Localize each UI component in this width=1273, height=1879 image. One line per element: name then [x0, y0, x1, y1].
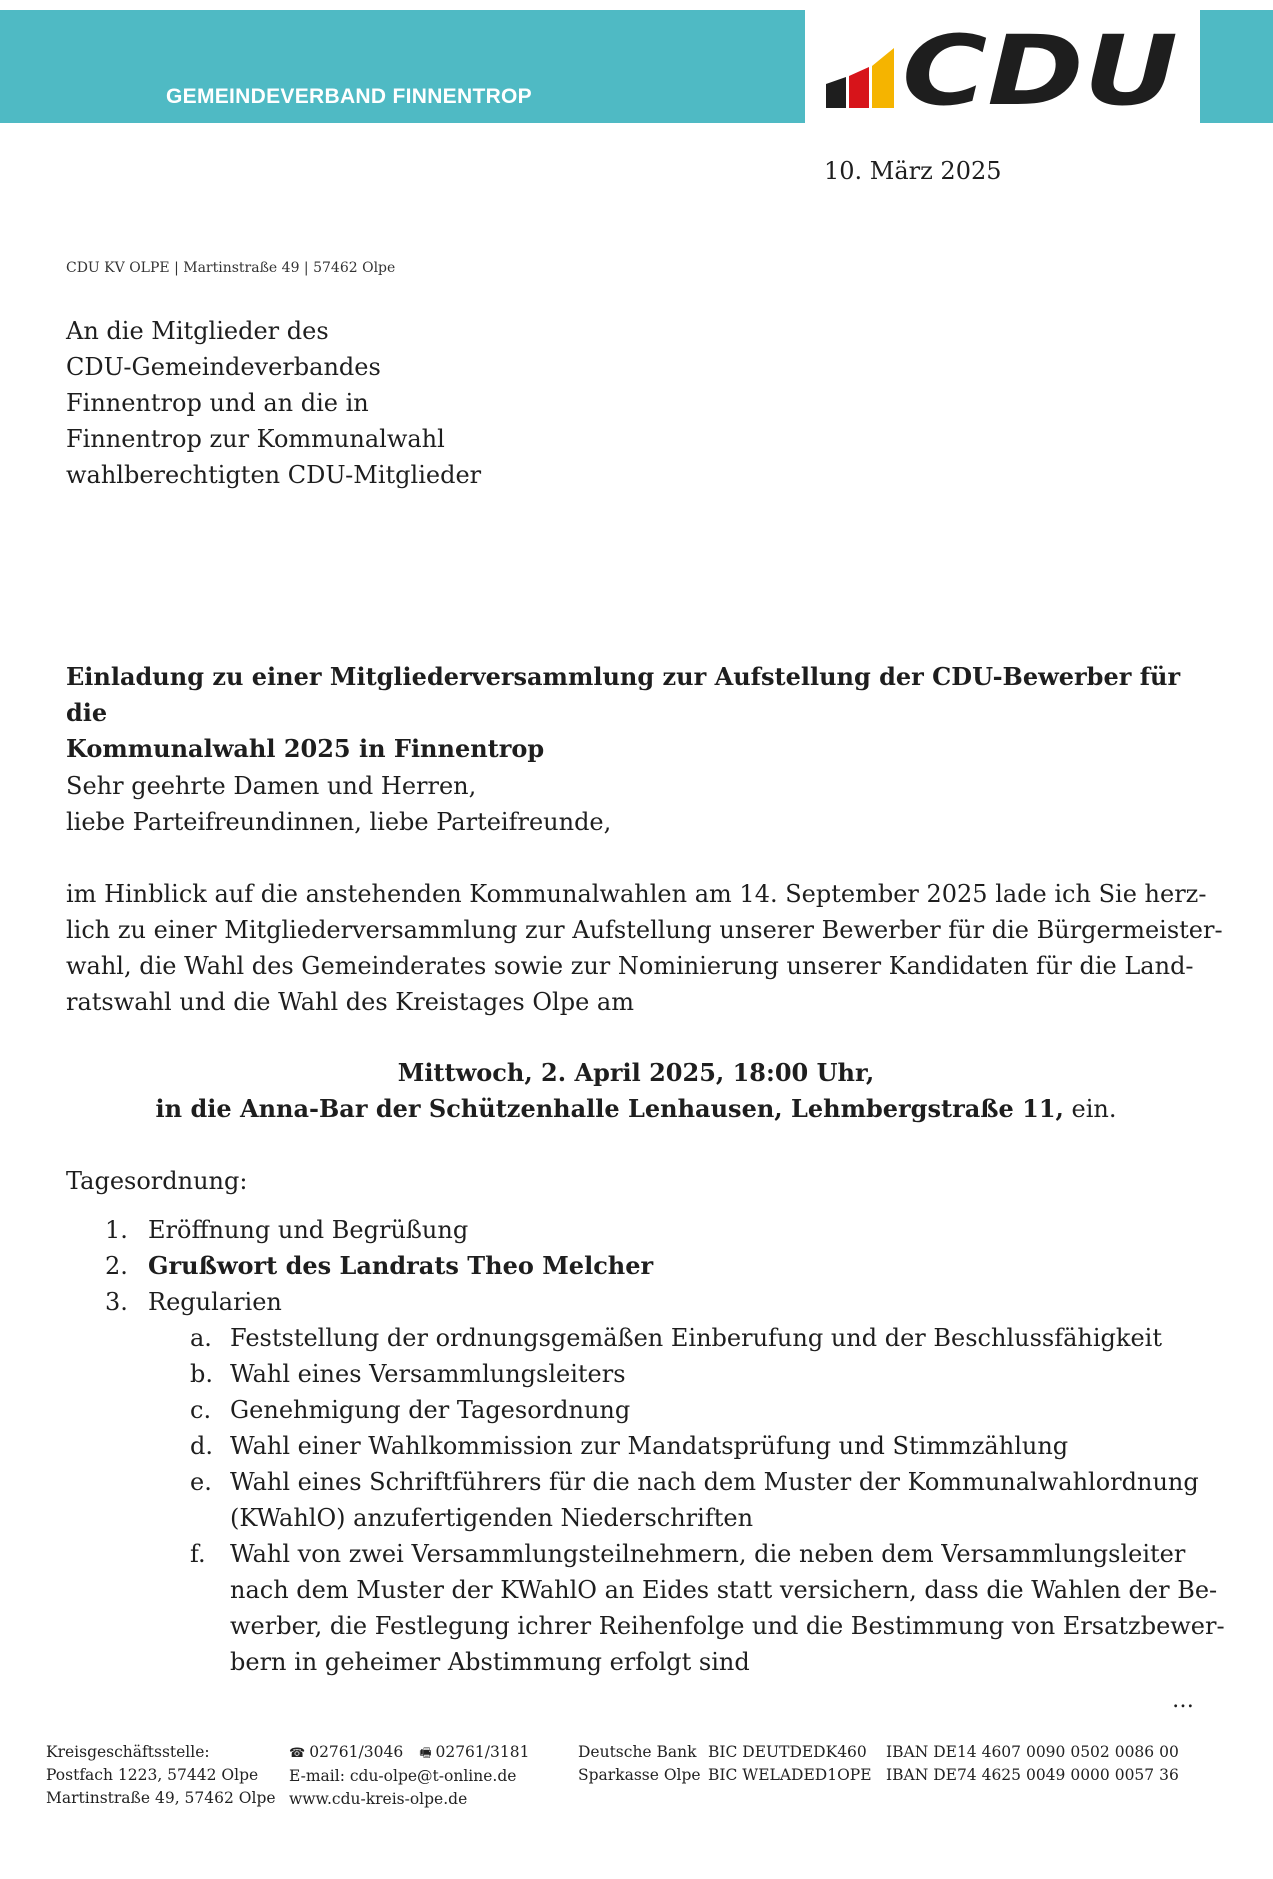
subitem-letter: c.	[190, 1396, 212, 1424]
recipient-line: CDU-Gemeindeverbandes	[66, 353, 381, 381]
subitem-letter: e.	[190, 1468, 212, 1496]
subitem-letter: f.	[190, 1540, 206, 1568]
agenda-item-number: 3.	[105, 1288, 128, 1316]
salutation	[66, 768, 611, 840]
logo-bar-gold	[872, 48, 894, 108]
footer-bic: BIC WELADED1OPE	[708, 1766, 872, 1784]
recipient-block	[66, 313, 481, 493]
salutation-line: Sehr geehrte Damen und Herren,	[66, 772, 477, 800]
subitem-letter: a.	[190, 1324, 212, 1352]
body-line: ratswahl und die Wahl des Kreistages Olpe am	[66, 988, 634, 1016]
subitem-letter: b.	[190, 1360, 213, 1388]
subitem-line: Wahl eines Versammlungsleiters	[230, 1360, 626, 1388]
agenda-item-number: 2.	[105, 1252, 128, 1280]
footer-bics	[708, 1741, 872, 1787]
footer-bic: BIC DEUTDEDK460	[708, 1743, 867, 1761]
agenda-subitem	[0, 1392, 1273, 1428]
agenda-item-text: Regularien	[148, 1288, 282, 1316]
agenda-list	[0, 1212, 1273, 1680]
event-location-suffix: ein.	[1063, 1095, 1117, 1123]
footer-banks	[578, 1741, 701, 1787]
recipient-line: Finnentrop zur Kommunalwahl	[66, 425, 445, 453]
phone-icon: ☎	[289, 1746, 306, 1761]
agenda-item	[0, 1284, 1273, 1320]
footer-office-line: Martinstraße 49, 57462 Olpe	[46, 1789, 276, 1807]
footer-iban: IBAN DE74 4625 0049 0000 0057 36	[886, 1766, 1179, 1784]
footer-email: E-mail: cdu-olpe@t-online.de	[289, 1767, 517, 1785]
agenda-item-number: 1.	[105, 1216, 128, 1244]
subitem-letter: d.	[190, 1432, 213, 1460]
subject-line: Kommunalwahl 2025 in Finnentrop	[66, 734, 545, 763]
footer-phone: 02761/3046	[309, 1743, 404, 1761]
logo-text: CDU	[902, 24, 1178, 108]
recipient-line: An die Mitglieder des	[66, 317, 329, 345]
letter-date: 10. März 2025	[824, 157, 1002, 185]
footer-fax: 02761/3181	[435, 1743, 530, 1761]
sender-address-line: CDU KV OLPE | Martinstraße 49 | 57462 Olpe	[66, 260, 396, 276]
footer-office	[46, 1741, 276, 1810]
recipient-line: Finnentrop und an die in	[66, 389, 369, 417]
agenda-item	[0, 1248, 1273, 1284]
event-location: in die Anna-Bar der Schützenhalle Lenhausen, Lehmbergstraße 11,	[155, 1094, 1064, 1123]
agenda-item-text: Eröffnung und Begrüßung	[148, 1216, 469, 1244]
letter-subject	[66, 659, 1196, 767]
event-datetime: Mittwoch, 2. April 2025, 18:00 Uhr,	[397, 1058, 875, 1087]
organization-name: GEMEINDEVERBAND FINNENTROP	[166, 85, 532, 108]
agenda-item	[0, 1212, 1273, 1248]
event-details	[66, 1055, 1206, 1127]
subitem-line: Wahl eines Schriftführers für die nach dem Muster der Kommunalwahlordnung	[230, 1468, 1199, 1496]
body-line: wahl, die Wahl des Gemeinderates sowie zur Nominierung unserer Kandidaten für die Land-	[66, 952, 1194, 980]
body-paragraph	[66, 876, 1223, 1020]
cdu-logo	[826, 24, 1180, 108]
logo-bar-black	[826, 77, 846, 108]
agenda-subitem	[0, 1536, 1273, 1680]
salutation-line: liebe Parteifreundinnen, liebe Parteifreunde,	[66, 808, 612, 836]
subitem-line: nach dem Muster der KWahlO an Eides statt versichern, dass die Wahlen der Be-	[230, 1576, 1218, 1604]
footer-bank-name: Deutsche Bank	[578, 1743, 697, 1761]
subitem-line: Feststellung der ordnungsgemäßen Einberufung und der Beschlussfähigkeit	[230, 1324, 1162, 1352]
footer-contact	[289, 1741, 529, 1811]
logo-bar-red	[849, 67, 869, 108]
subject-line: Einladung zu einer Mitgliederversammlung zur Aufstellung der CDU-Bewerber für die	[66, 662, 1181, 727]
footer-iban: IBAN DE14 4607 0090 0502 0086 00	[886, 1743, 1179, 1761]
agenda-title: Tagesordnung:	[66, 1167, 248, 1195]
subitem-line: (KWahlO) anzufertigenden Niederschriften	[230, 1504, 754, 1532]
agenda-subitem	[0, 1320, 1273, 1356]
body-line: im Hinblick auf die anstehenden Kommunalwahlen am 14. September 2025 lade ich Sie herz-	[66, 880, 1207, 908]
agenda-subitem	[0, 1464, 1273, 1536]
fax-icon: 🖷	[419, 1746, 432, 1761]
footer-office-line: Kreisgeschäftsstelle:	[46, 1743, 210, 1761]
agenda-subitem	[0, 1428, 1273, 1464]
subitem-line: bern in geheimer Abstimmung erfolgt sind	[230, 1648, 750, 1676]
subitem-line: Genehmigung der Tagesordnung	[230, 1396, 631, 1424]
recipient-line: wahlberechtigten CDU-Mitglieder	[66, 461, 482, 489]
footer-bank-name: Sparkasse Olpe	[578, 1766, 701, 1784]
continuation-mark: …	[1172, 1688, 1194, 1713]
agenda-subitem	[0, 1356, 1273, 1392]
header-band-right	[1200, 10, 1273, 123]
footer-ibans	[886, 1741, 1179, 1787]
subitem-line: Wahl einer Wahlkommission zur Mandatsprüfung und Stimmzählung	[230, 1432, 1069, 1460]
agenda-item-text: Grußwort des Landrats Theo Melcher	[148, 1251, 654, 1280]
footer-office-line: Postfach 1223, 57442 Olpe	[46, 1766, 259, 1784]
subitem-line: Wahl von zwei Versammlungsteilnehmern, die neben dem Versammlungsleiter	[230, 1540, 1186, 1568]
body-line: lich zu einer Mitgliederversammlung zur Aufstellung unserer Bewerber für die Bürgermeister-	[66, 916, 1223, 944]
footer-website: www.cdu-kreis-olpe.de	[289, 1790, 468, 1808]
subitem-line: werber, die Festlegung ichrer Reihenfolge und die Bestimmung von Ersatzbewer-	[230, 1612, 1225, 1640]
